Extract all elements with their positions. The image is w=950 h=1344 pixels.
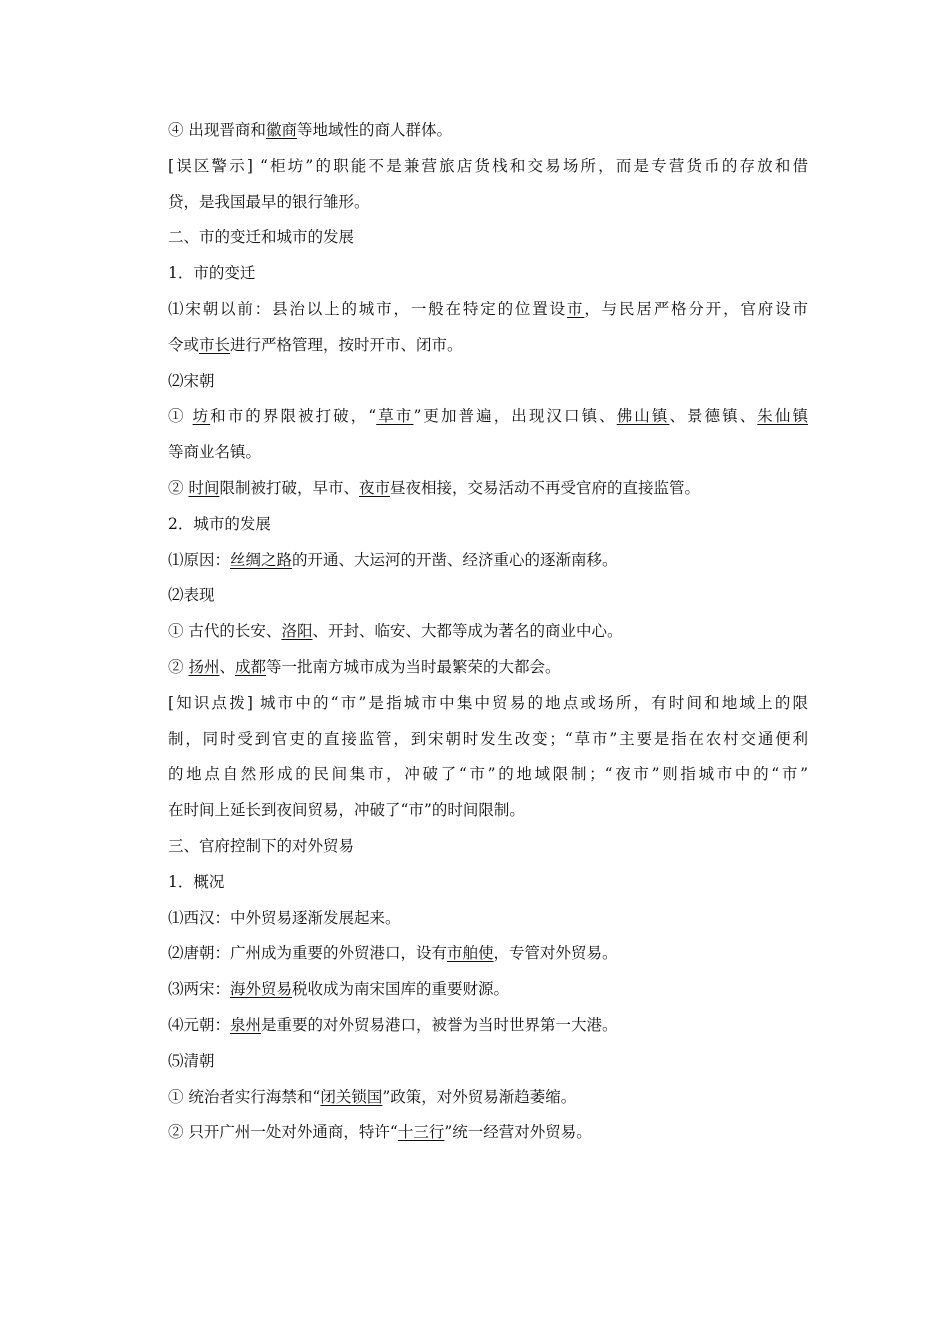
- text-segment: 等商业名镇。: [168, 443, 262, 462]
- text-segment: ①: [168, 407, 193, 426]
- text-line: [168, 371, 808, 391]
- text-segment: 等地域性的商人群体。: [296, 121, 452, 139]
- underlined-answer: 佛山镇: [616, 407, 670, 426]
- text-segment: 制，同时受到官吏的直接监管，到宋朝时发生改变；“草市”主要是指在农村交通便利: [168, 729, 808, 748]
- text-segment: 二、市的变迁和城市的发展: [168, 228, 355, 247]
- text-segment: ②: [168, 657, 189, 676]
- text-line: [168, 120, 808, 140]
- text-line: [168, 1122, 808, 1142]
- text-segment: ② 只开广州一处对外通商，特许“: [168, 1123, 398, 1142]
- text-line: [168, 1051, 808, 1071]
- underlined-answer: 夜市: [358, 478, 390, 497]
- text-line: [168, 442, 808, 462]
- text-segment: 限制被打破，早市、: [219, 478, 359, 497]
- text-line: [168, 764, 808, 784]
- text-segment: ⑵表现: [168, 586, 215, 605]
- text-segment: [知识点拨] 城市中的“市”是指城市中集中贸易的地点或场所，有时间和地域上的限: [168, 693, 808, 712]
- text-segment: ，与民居严格分开，官府设市: [584, 299, 808, 318]
- underlined-answer: 时间: [188, 478, 220, 497]
- text-segment: 1．市的变迁: [168, 264, 256, 283]
- text-line: [168, 943, 808, 963]
- text-line: [168, 1087, 808, 1107]
- text-line: [168, 192, 808, 212]
- text-segment: ”更加普遍，出现汉口镇、: [413, 407, 617, 426]
- text-segment: 、景德镇、: [669, 407, 758, 426]
- text-segment: ① 统治者实行海禁和“: [168, 1087, 321, 1106]
- document-page: [168, 120, 808, 1158]
- text-segment: 昼夜相接，交易活动不再受官府的直接监管。: [389, 478, 700, 497]
- underlined-answer: 成都: [234, 657, 266, 676]
- text-segment: ”政策，对外贸易渐趋萎缩。: [382, 1087, 577, 1106]
- text-line: [168, 406, 808, 426]
- text-segment: 三、官府控制下的对外贸易: [168, 836, 355, 855]
- text-segment: 、开封、临安、大都等成为著名的商业中心。: [312, 622, 623, 641]
- text-segment: 等一批南方城市成为当时最繁荣的大都会。: [265, 657, 561, 676]
- text-line: [168, 872, 808, 892]
- text-segment: ④ 出现晋商和: [168, 121, 266, 139]
- text-line: [168, 514, 808, 534]
- text-segment: ⑵唐朝：广州成为重要的外贸港口，设有: [168, 944, 448, 963]
- text-segment: 2．城市的发展: [168, 514, 271, 533]
- text-segment: 进行严格管理，按时开市、闭市。: [230, 335, 463, 354]
- text-segment: 、: [219, 657, 235, 676]
- text-line: [168, 335, 808, 355]
- text-line: [168, 836, 808, 856]
- text-line: [168, 908, 808, 928]
- text-segment: 是重要的对外贸易港口，被誉为当时世界第一大港。: [261, 1015, 618, 1034]
- text-line: [168, 979, 808, 999]
- text-line: [168, 800, 808, 820]
- text-line: [168, 693, 808, 713]
- text-line: [168, 585, 808, 605]
- text-segment: ⑴西汉：中外贸易逐渐发展起来。: [168, 908, 401, 927]
- text-segment: 在时间上延长到夜间贸易，冲破了“市”的时间限制。: [168, 801, 525, 820]
- underlined-answer: 坊: [192, 407, 211, 426]
- text-segment: ⑴原因：: [168, 550, 231, 569]
- text-line: [168, 621, 808, 641]
- text-line: [168, 156, 808, 176]
- text-line: [168, 729, 808, 749]
- text-segment: ⑴宋朝以前：县治以上的城市，一般在特定的位置设: [168, 299, 567, 318]
- underlined-answer: 徽商: [265, 121, 297, 139]
- text-segment: ⑷元朝：: [168, 1015, 231, 1034]
- text-line: [168, 263, 808, 283]
- text-segment: ②: [168, 478, 189, 497]
- text-segment: 的开通、大运河的开凿、经济重心的逐渐南移。: [292, 550, 618, 569]
- underlined-answer: 丝绸之路: [230, 550, 293, 569]
- text-segment: ⑵宋朝: [168, 371, 215, 390]
- underlined-answer: 洛阳: [281, 622, 313, 641]
- underlined-answer: 市: [566, 299, 585, 318]
- underlined-answer: 扬州: [188, 657, 220, 676]
- underlined-answer: 市长: [199, 335, 231, 354]
- underlined-answer: 十三行: [397, 1123, 445, 1142]
- text-segment: ，专管对外贸易。: [493, 944, 618, 963]
- text-line: [168, 478, 808, 498]
- underlined-answer: 市舶使: [447, 944, 494, 963]
- text-line: [168, 1015, 808, 1035]
- text-segment: ⑶两宋：: [168, 980, 231, 999]
- underlined-answer: 闭关锁国: [320, 1087, 383, 1106]
- underlined-answer: 草市: [376, 407, 414, 426]
- underlined-answer: 海外贸易: [230, 980, 293, 999]
- text-line: [168, 550, 808, 570]
- text-line: [168, 227, 808, 247]
- text-segment: 税收成为南宋国库的重要财源。: [292, 980, 510, 999]
- text-segment: 1．概况: [168, 872, 225, 891]
- text-segment: ① 古代的长安、: [168, 622, 282, 641]
- underlined-answer: 朱仙镇: [757, 407, 808, 426]
- text-segment: ⑸清朝: [168, 1051, 215, 1070]
- underlined-answer: 泉州: [230, 1015, 262, 1034]
- text-segment: 贷，是我国最早的银行雏形。: [168, 192, 370, 211]
- text-segment: 和市的界限被打破，“: [210, 407, 377, 426]
- text-line: [168, 657, 808, 677]
- text-segment: ”统一经营对外贸易。: [444, 1123, 592, 1142]
- text-segment: [误区警示] “柜坊”的职能不是兼营旅店货栈和交易场所，而是专营货币的存放和借: [168, 156, 808, 175]
- text-line: [168, 299, 808, 319]
- text-segment: 令或: [168, 335, 200, 354]
- text-segment: 的地点自然形成的民间集市，冲破了“市”的地域限制；“夜市”则指城市中的“市”: [168, 765, 808, 784]
